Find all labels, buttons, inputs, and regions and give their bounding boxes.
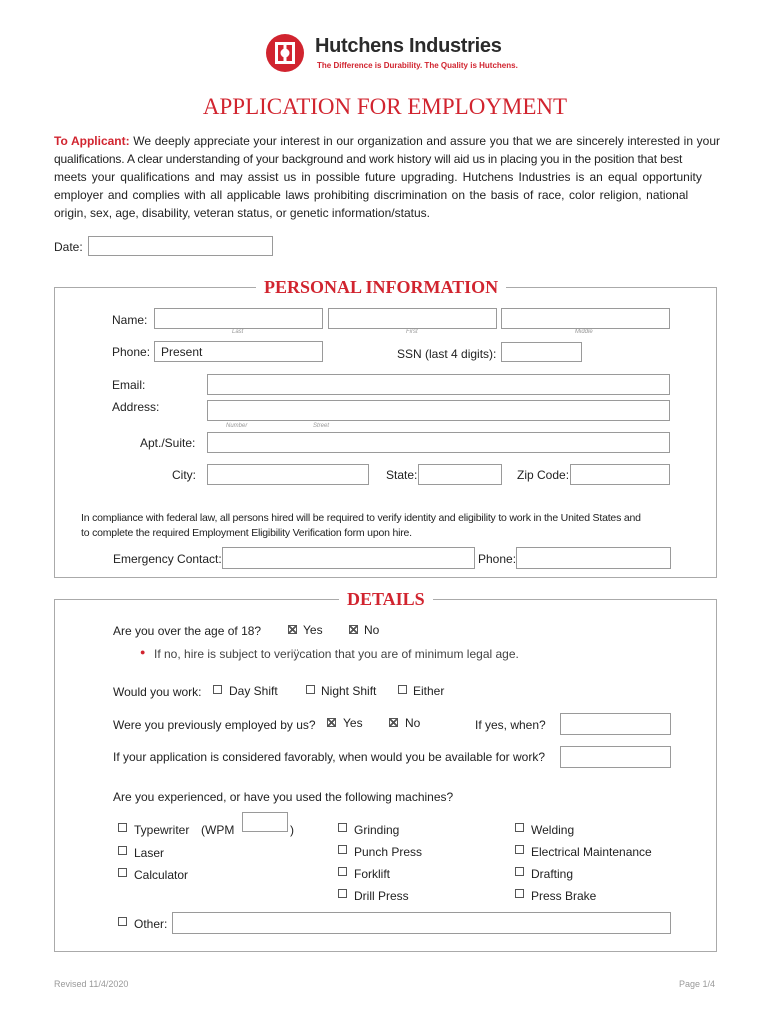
zip-code-field[interactable] [570,464,670,485]
company-logo [265,33,305,73]
emergency-phone-field[interactable] [516,547,671,569]
address-street-caption: Street [313,423,330,429]
first-name-caption: First [406,329,418,335]
forklift-checkbox[interactable] [338,867,347,876]
press-brake-label: Press Brake [531,889,597,903]
intro-lead: To Applicant: [54,134,130,148]
revised-date: Revised 11/4/2020 [54,979,129,989]
last-name-caption: Last [232,329,244,335]
first-name-field[interactable] [328,308,497,329]
phone-field[interactable] [154,341,323,362]
intro-line-5: origin, sex, age, disability, veteran status, or genetic information/status. [54,206,430,220]
date-label: Date: [54,240,83,254]
apt-suite-field[interactable] [207,432,670,453]
drill-press-label: Drill Press [354,889,409,903]
night-shift-label: Night Shift [321,684,377,698]
forklift-label: Forklift [354,867,390,881]
wpm-field[interactable] [242,812,288,832]
logo-emblem-icon [265,33,305,73]
city-field[interactable] [207,464,369,485]
emergency-contact-field[interactable] [222,547,475,569]
calculator-label: Calculator [134,868,189,882]
day-shift-label: Day Shift [229,684,278,698]
age-question: Are you over the age of 18? [113,624,262,638]
welding-checkbox[interactable] [515,823,524,832]
details-title: DETAILS [339,589,433,610]
previously-employed-no-checkbox[interactable] [389,718,398,727]
intro-line-3: meets your qualifications and may assist us in possible future upgrading. Hutchens Industries is an equal opportunity [54,170,702,184]
intro-line-1: We deeply appreciate your interest in our organization and assure you that we are sincerely interested in your [133,134,721,148]
email-field[interactable] [207,374,670,395]
typewriter-label: Typewriter [134,823,190,837]
other-checkbox[interactable] [118,917,127,926]
calculator-checkbox[interactable] [118,868,127,877]
if-yes-when-label: If yes, when? [475,718,546,732]
laser-checkbox[interactable] [118,846,127,855]
other-label: Other: [134,917,168,931]
press-brake-checkbox[interactable] [515,889,524,898]
either-label: Either [413,684,445,698]
address-number-caption: Number [226,423,248,429]
availability-field[interactable] [560,746,671,768]
age-no-label: No [364,623,380,637]
name-label: Name: [112,313,148,327]
day-shift-checkbox[interactable] [213,685,222,694]
night-shift-checkbox[interactable] [306,685,315,694]
previously-employed-question: Were you previously employed by us? [113,718,316,732]
punch-press-checkbox[interactable] [338,845,347,854]
compliance-line-2: to complete the required Employment Eligibility Verification form upon hire. [81,527,412,539]
city-label: City: [172,468,196,482]
address-field[interactable] [207,400,670,421]
email-label: Email: [112,378,146,392]
intro-line-2: qualifications. A clear understanding of your background and work history will aid us in placing you in the position that best [54,152,683,166]
grinding-checkbox[interactable] [338,823,347,832]
typewriter-checkbox[interactable] [118,823,127,832]
wpm-label: (WPM [201,823,235,837]
middle-name-field[interactable] [501,308,670,329]
compliance-line-1: In compliance with federal law, all persons hired will be required to verify identity and eligibility to work in the United States and [81,512,641,524]
company-name: Hutchens Industries [315,35,502,57]
previously-employed-yes-checkbox[interactable] [327,718,336,727]
last-name-field[interactable] [154,308,323,329]
date-field[interactable] [88,236,273,256]
previously-employed-no-label: No [405,716,421,730]
bullet-icon: ● [140,647,146,657]
emergency-phone-label: Phone: [478,552,517,566]
age-note: If no, hire is subject to veriÿcation that you are of minimum legal age. [154,647,519,661]
personal-information-title: PERSONAL INFORMATION [256,277,506,298]
work-shift-question: Would you work: [113,685,202,699]
phone-label: Phone: [112,345,151,359]
electrical-maintenance-label: Electrical Maintenance [531,845,652,859]
intro-paragraph [54,132,720,222]
previously-employed-when-field[interactable] [560,713,671,735]
drafting-checkbox[interactable] [515,867,524,876]
intro-line-4: employer and complies with all applicable laws prohibiting discrimination on the basis of race, color religion, national [54,188,689,202]
grinding-label: Grinding [354,823,400,837]
middle-name-caption: Middle [575,329,593,335]
zip-code-label: Zip Code: [517,468,570,482]
ssn-field[interactable] [501,342,582,362]
previously-employed-yes-label: Yes [343,716,363,730]
address-label: Address: [112,400,160,414]
ssn-label: SSN (last 4 digits): [397,347,497,361]
electrical-maintenance-checkbox[interactable] [515,845,524,854]
age-yes-checkbox[interactable] [288,625,297,634]
welding-label: Welding [531,823,575,837]
age-no-checkbox[interactable] [349,625,358,634]
either-checkbox[interactable] [398,685,407,694]
company-tagline: The Difference is Durability. The Quality is Hutchens. [317,61,518,70]
page-title: APPLICATION FOR EMPLOYMENT [202,94,568,119]
drill-press-checkbox[interactable] [338,889,347,898]
drafting-label: Drafting [531,867,574,881]
wpm-close-paren: ) [290,823,294,837]
phone-value: Present [161,345,203,359]
state-label: State: [386,468,418,482]
apt-suite-label: Apt./Suite: [140,436,196,450]
age-yes-label: Yes [303,623,323,637]
availability-question: If your application is considered favorably, when would you be available for work? [113,750,546,764]
compliance-text [81,511,641,541]
machines-question: Are you experienced, or have you used the following machines? [113,790,454,804]
state-field[interactable] [418,464,502,485]
laser-label: Laser [134,846,165,860]
other-field[interactable] [172,912,671,934]
emergency-contact-label: Emergency Contact: [113,552,222,566]
punch-press-label: Punch Press [354,845,423,859]
page-number: Page 1/4 [679,979,716,989]
